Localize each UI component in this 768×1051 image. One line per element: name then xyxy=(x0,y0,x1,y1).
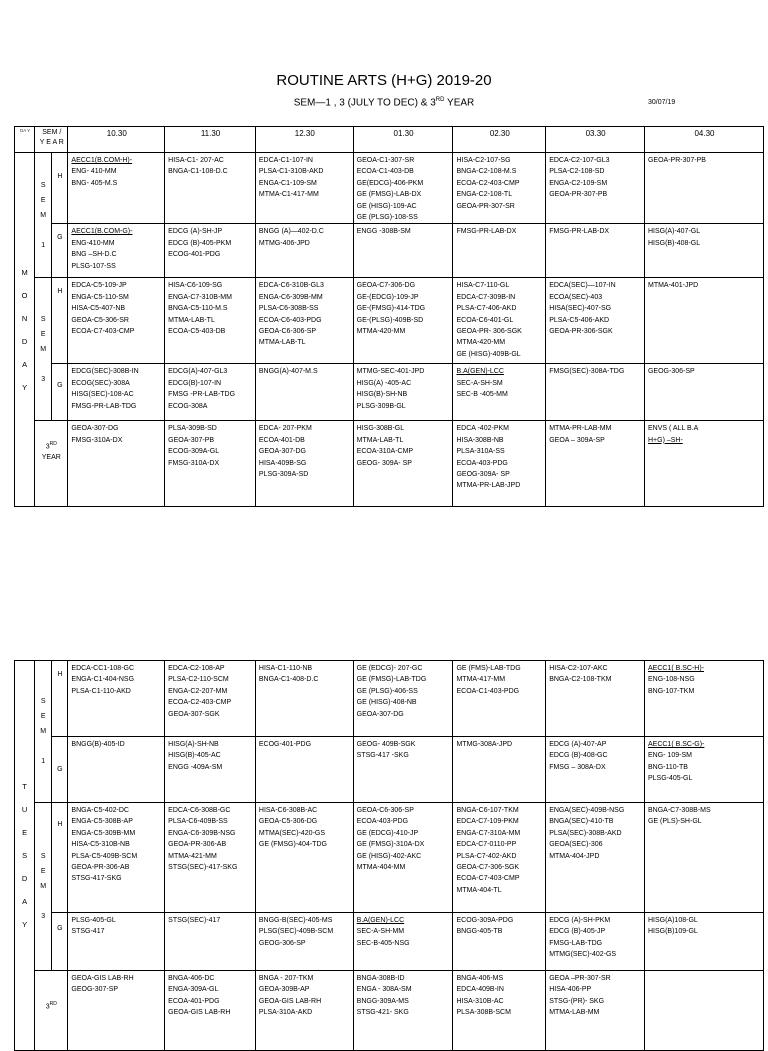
table-row xyxy=(15,278,764,364)
class-cell: BNGA-406-DC ENGA-309A-GL ECOA-401-PDG GEOA-GIS LAB-RH xyxy=(165,971,256,1051)
class-cell: GEOG- 409B-SGK STSG-417 -SKG xyxy=(353,737,453,803)
class-cell: HISA-C2-107-SG BNGA-C2-108-M.S ECOA-C2-403-CMP ENGA-C2-108-TL GEOA-PR-307-SR xyxy=(453,153,546,224)
class-cell: MTMA-401-JPD xyxy=(644,278,763,364)
class-cell: EDCG (A)-SH-JP EDCG (B)-405-PKM ECOG-401-PDG xyxy=(165,224,256,278)
class-cell: HISA-C7-110-GL EDCA-C7-309B-IN PLSA-C7-406-AKD ECOA-C6-401-GL GEOA-PR- 306-SGK MTMA-420-MM GE (HISG)-409B-GL xyxy=(453,278,546,364)
class-cell: EDCA-C5-109-JP ENGA-C5-110-SM HISA-C5-407-NB GEOA-C5-306-SR ECOA-C7-403-CMP xyxy=(68,278,165,364)
class-cell: BNGA-C7-308B-MS GE (PLS)-SH-GL xyxy=(644,803,763,913)
routine-subtitle: SEM—1 , 3 (JULY TO DEC) & 3RD YEAR xyxy=(293,97,475,109)
third-year-label: 3RD YEAR xyxy=(35,421,68,507)
table-row xyxy=(15,153,764,224)
day-label-tuesday: T U E S D A Y xyxy=(15,661,35,1051)
table-row xyxy=(15,971,764,1051)
class-cell: GEOA-C1-307-SR ECOA-C1-403-DB GE(EDCG)-406-PKM GE (FMSG)-LAB-DX GE (HISG)-109-AC GE (PLSG)-108-SS xyxy=(353,153,453,224)
class-cell: GE (EDCG)- 207-GC GE (FMSG)-LAB-TDG GE (PLSG)-406-SS GE (HISG)-408-NB GEOA-307-DG xyxy=(353,661,453,737)
class-cell: BNGA-C6-107-TKM EDCA-C7-109-PKM ENGA-C7-310A-MM EDCA-C7-0110-PP PLSA-C7-402-AKD GEOA-C7-306-SGK ECOA-C7-403-CMP MTMA-404-TL xyxy=(453,803,546,913)
sem-1-label: S E M 1 xyxy=(35,153,52,278)
table-row xyxy=(15,224,764,278)
class-cell: MTMG-SEC-401-JPD HISG(A) -405-AC HISG(B)-SH-NB PLSG-309B-GL xyxy=(353,364,453,421)
class-cell: GEOA-C7-306-DG GE-(EDCG)-109-JP GE-(FMSG)-414-TDG GE-(PLSG)-409B-SD MTMA-420-MM xyxy=(353,278,453,364)
general-label: G xyxy=(52,224,68,278)
header-time: 01.30 xyxy=(353,127,453,153)
honours-label: H xyxy=(52,278,68,364)
class-cell: HISA-C2-107-AKC BNGA-C2-108-TKM xyxy=(546,661,645,737)
class-cell: ECOG-309A-PDG BNGG-405-TB xyxy=(453,913,546,971)
monday-routine-table xyxy=(14,126,764,507)
class-cell: GEOA-GIS LAB-RH GEOG-307-SP xyxy=(68,971,165,1051)
third-year-label: 3RD xyxy=(35,971,68,1051)
class-cell: EDCA-C6-308B-GC PLSA-C6-409B-SS ENGA-C6-309B-NSG GEOA-PR-306-AB MTMA-421-MM STSG(SEC)-417-SKG xyxy=(165,803,256,913)
class-cell: MTMG-308A-JPD xyxy=(453,737,546,803)
table-row xyxy=(15,421,764,507)
class-cell: AECC1( B.SC-H)- ENG-108-NSG BNG-107-TKM xyxy=(644,661,763,737)
class-cell: BNGA-406-MS EDCA-409B-IN HISA-310B-AC PLSA-308B-SCM xyxy=(453,971,546,1051)
header-time: 11.30 xyxy=(165,127,256,153)
routine-date: 30/07/19 xyxy=(648,99,676,106)
class-cell: ENGG -308B-SM xyxy=(353,224,453,278)
class-cell: GEOA-C6-306-SP ECOA-403-PDG GE (EDCG)-410-JP GE (FMSG)-310A-DX GE (HISG)-402-AKC MTMA-404-MM xyxy=(353,803,453,913)
class-cell: EDCA-C1-107-IN PLSA-C1-310B-AKD ENGA-C1-109-SM MTMA-C1-417-MM xyxy=(255,153,353,224)
header-time: 02.30 xyxy=(453,127,546,153)
header-time: 12.30 xyxy=(255,127,353,153)
class-cell: ENGA(SEC)-409B-NSG BNGA(SEC)-410-TB PLSA(SEC)-308B-AKD GEOA(SEC)-306 MTMA-404-JPD xyxy=(546,803,645,913)
class-cell: EDCG(SEC)-308B-IN ECOG(SEC)-308A HISG(SEC)-108-AC FMSG-PR-LAB-TDG xyxy=(68,364,165,421)
class-cell: MTMA-PR-LAB-MM GEOA – 309A-SP xyxy=(546,421,645,507)
class-cell: EDCG(A)-407-GL3 EDCG(B)-107-IN FMSG -PR-LAB-TDG ECOG-308A xyxy=(165,364,256,421)
header-time: 10.30 xyxy=(68,127,165,153)
day-label-monday: M O N D A Y xyxy=(15,153,35,507)
table-row xyxy=(15,661,764,737)
class-cell: GEOG-306-SP xyxy=(644,364,763,421)
class-cell: HISA-C6-308B-AC GEOA-C5-306-DG MTMA(SEC)-420-GS GE (FMSG)-404-TDG xyxy=(255,803,353,913)
class-cell: HISG-308B-GL MTMA-LAB-TL ECOA-310A-CMP GEOG- 309A- SP xyxy=(353,421,453,507)
general-label: G xyxy=(52,737,68,803)
honours-label: H xyxy=(52,153,68,224)
class-cell: GEOA-307-DG FMSG-310A-DX xyxy=(68,421,165,507)
sem-3-label: S E M 3 xyxy=(35,278,52,421)
table-row xyxy=(15,913,764,971)
class-cell: ECOG-401-PDG xyxy=(255,737,353,803)
header-sem-year: SEM / Y E A R xyxy=(35,127,68,153)
class-cell: PLSA-309B-SD GEOA-307-PB ECOG-309A-GL FMSG-310A-DX xyxy=(165,421,256,507)
honours-label: H xyxy=(52,803,68,913)
class-cell: BNGA - 207-TKM GEOA-309B-AP GEOA-GIS LAB-RH PLSA-310A-AKD xyxy=(255,971,353,1051)
table-row xyxy=(15,737,764,803)
class-cell: BNGG-B(SEC)-405-MS PLSG(SEC)-409B-SCM GEOG-306-SP xyxy=(255,913,353,971)
class-cell: BNGA-C5-402-DC ENGA-C5-308B-AP ENGA-C5-309B-MM HISA-C5-310B-NB PLSA-C5-409B-SCM GEOA-PR-306-AB STSG-417-SKG xyxy=(68,803,165,913)
class-cell: BNGG(A)-407-M.S xyxy=(255,364,353,421)
class-cell: HISG(A)108-GL HISG(B)109-GL xyxy=(644,913,763,971)
sem-3-label: S E M 3 xyxy=(35,803,52,971)
class-cell: STSG(SEC)-417 xyxy=(165,913,256,971)
header-day: DA Y xyxy=(15,127,35,153)
tuesday-routine-table xyxy=(14,660,764,1051)
class-cell: AECC1(B.COM-G)- ENG-410-MM BNG –SH-D.C PLSG-107-SS xyxy=(68,224,165,278)
class-cell: B.A(GEN)-LCC SEC-A-SH-SM SEC-B -405-MM xyxy=(453,364,546,421)
header-time: 04.30 xyxy=(644,127,763,153)
class-cell xyxy=(644,971,763,1051)
class-cell: HISA-C1-110-NB BNGA-C1-408-D.C xyxy=(255,661,353,737)
general-label: G xyxy=(52,913,68,971)
class-cell: EDCA -402-PKM HISA-308B-NB PLSA-310A-SS ECOA-403-PDG GEOG-309A- SP MTMA-PR-LAB-JPD xyxy=(453,421,546,507)
sem-1-label: S E M 1 xyxy=(35,661,52,803)
class-cell: EDCA-C6-310B-GL3 ENGA-C6-309B-MM PLSA-C6-308B-SS ECOA-C6-403-PDG GEOA-C6-306-SP MTMA-LAB-TL xyxy=(255,278,353,364)
class-cell: BNGG(B)-405-ID xyxy=(68,737,165,803)
class-cell: FMSG-PR-LAB-DX xyxy=(453,224,546,278)
honours-label: H xyxy=(52,661,68,737)
class-cell: BNGA-308B-ID ENGA - 308A-SM BNGG-309A-MS STSG-421- SKG xyxy=(353,971,453,1051)
class-cell: EDCA-C2-108-AP PLSA-C2-110-SCM ENGA-C2-207-MM ECOA-C2-403-CMP GEOA-307-SGK xyxy=(165,661,256,737)
table-row xyxy=(15,364,764,421)
class-cell: HISG(A)-407-GL HISG(B)-408-GL xyxy=(644,224,763,278)
class-cell: FMSG(SEC)-308A-TDG xyxy=(546,364,645,421)
class-cell: GEOA-PR-307-PB xyxy=(644,153,763,224)
class-cell: AECC1(B.COM-H)- ENG- 410-MM BNG- 405-M.S xyxy=(68,153,165,224)
class-cell: PLSG-405-GL STSG-417 xyxy=(68,913,165,971)
class-cell: EDCA- 207-PKM ECOA-401-DB GEOA-307-DG HISA-409B-SG PLSG-309A-SD xyxy=(255,421,353,507)
class-cell: B.A(GEN)-LCC SEC-A-SH-MM SEC-B-405-NSG xyxy=(353,913,453,971)
class-cell: HISG(A)-SH-NB HISG(B)-405-AC ENGG -409A-SM xyxy=(165,737,256,803)
routine-title: ROUTINE ARTS (H+G) 2019-20 xyxy=(276,72,492,89)
class-cell: FMSG-PR-LAB-DX xyxy=(546,224,645,278)
class-cell: EDCA-CC1-108-GC ENGA-C1-404-NSG PLSA-C1-110-AKD xyxy=(68,661,165,737)
class-cell: HISA-C1- 207-AC BNGA-C1-108-D.C xyxy=(165,153,256,224)
class-cell: EDCG (A)-SH-PKM EDCG (B)-405-JP FMSG-LAB-TDG MTMG(SEC)-402-GS xyxy=(546,913,645,971)
class-cell: GE (FMS)-LAB-TDG MTMA-417-MM ECOA-C1-403-PDG xyxy=(453,661,546,737)
header-time: 03.30 xyxy=(546,127,645,153)
class-cell: AECC1( B.SC-G)- ENG- 109-SM BNG-110-TB PLSG-405-GL xyxy=(644,737,763,803)
class-cell: GEOA –PR-307-SR HISA-406-PP STSG-(PR)- SKG MTMA-LAB-MM xyxy=(546,971,645,1051)
class-cell: ENVS ( ALL B.A H+G) –SH- xyxy=(644,421,763,507)
class-cell: EDCG (A)-407-AP EDCG (B)-408-GC FMSG – 308A-DX xyxy=(546,737,645,803)
class-cell: EDCA-C2-107-GL3 PLSA-C2-108-SD ENGA-C2-109-SM GEOA-PR-307-PB xyxy=(546,153,645,224)
table-row xyxy=(15,803,764,913)
class-cell: EDCA(SEC)—107-IN ECOA(SEC)-403 HISA(SEC)-407-SG PLSA-C5-406-AKD GEOA-PR-306-SGK xyxy=(546,278,645,364)
general-label: G xyxy=(52,364,68,421)
class-cell: BNGG (A)—402-D.C MTMG-406-JPD xyxy=(255,224,353,278)
class-cell: HISA-C6-109-SG ENGA-C7-310B-MM BNGA-C5-110-M.S MTMA-LAB-TL ECOA-C5-403-DB xyxy=(165,278,256,364)
